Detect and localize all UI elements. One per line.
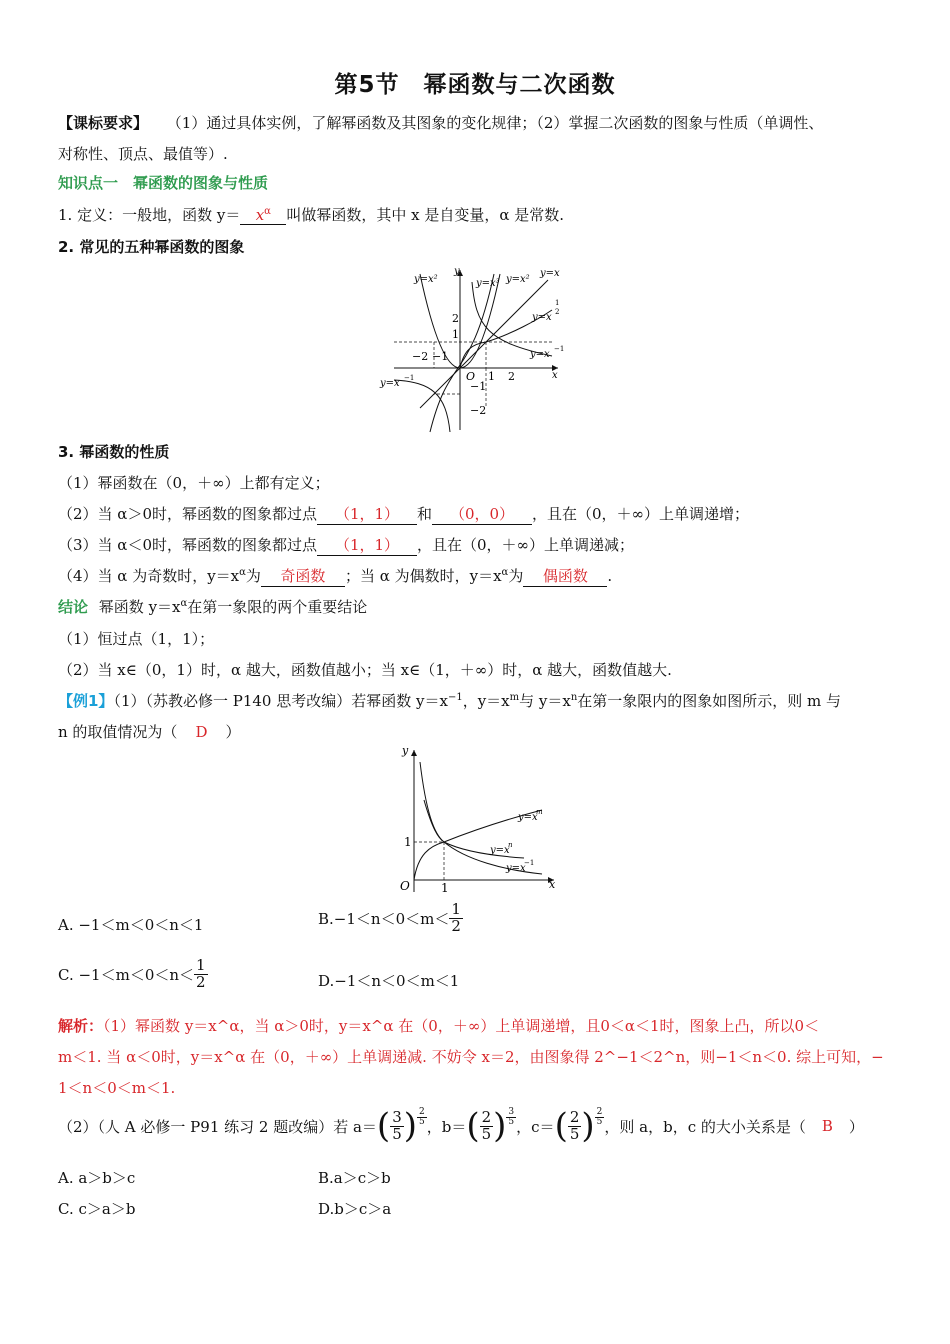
section-heading: 知识点一 幂函数的图象与性质 [58, 174, 269, 192]
property-3-answer: （1，1） [317, 534, 417, 556]
q1-option-c-frac [194, 958, 208, 991]
frac-den: 2 [451, 916, 461, 935]
property-4 [58, 565, 898, 587]
item3-heading: 3. 幂函数的性质 [58, 443, 170, 461]
requirements-line1 [58, 112, 898, 133]
conclusion-1: （1）恒过点（1，1）； [58, 630, 215, 648]
frac-num: 1 [196, 956, 206, 974]
q2-close: ） [848, 1117, 864, 1136]
property-4-answer-1: 奇函数 [261, 565, 345, 587]
q1-option-b [318, 902, 463, 935]
definition-answer-blank [240, 206, 286, 225]
q2-c-exp-num: 2 [596, 1107, 603, 1117]
q2-option-c: C. c＞a＞b [58, 1200, 136, 1218]
property-3 [58, 534, 898, 556]
q2-b-exp-num: 3 [508, 1107, 515, 1117]
example1-q1-answer: D [195, 723, 208, 741]
graph2-tick-y1: 1 [404, 835, 412, 849]
q2-option-b: B.a＞c＞b [318, 1169, 391, 1187]
q2-c-den: 5 [569, 1124, 580, 1143]
q2-exp-a [417, 1108, 427, 1128]
q1-option-d: D.−1＜n＜0＜m＜1 [318, 972, 460, 990]
property-2-answer-1: （1，1） [317, 503, 417, 525]
five-power-functions-graph [372, 262, 582, 434]
graph2-origin: O [400, 879, 410, 893]
paren-left: ( [466, 1106, 480, 1146]
q2-b-den: 5 [481, 1124, 492, 1143]
q2-c-exp-den: 5 [596, 1117, 603, 1128]
label-y-x2b: y=x² [506, 274, 530, 285]
tick-y-m1: −1 [470, 380, 487, 393]
property-4-d: 为 [508, 567, 524, 585]
label-y-inv-left: y=x [380, 378, 400, 389]
q2-a-den: 5 [392, 1124, 402, 1143]
q2-tail: ，则 a，b，c 的大小关系是（ [604, 1117, 806, 1136]
example1-q1-line2: n 的取值情况为（ [58, 723, 178, 741]
tick-x-m1: −1 [432, 350, 449, 363]
example1-sup-n: n [570, 692, 578, 703]
conclusion-label: 结论 [58, 598, 89, 616]
origin-label: O [466, 370, 476, 383]
label-y-x: y=x [540, 268, 560, 279]
q2-frac-a [390, 1107, 404, 1143]
paren-left: ( [554, 1106, 568, 1146]
label-y-xm: y=x [518, 812, 538, 823]
requirements-label: 【课标要求】 [58, 114, 149, 132]
q2-line [58, 1106, 864, 1146]
q1-option-c [58, 958, 208, 991]
example1-line2 [58, 721, 898, 742]
property-4-e: . [607, 567, 613, 585]
q2-b-num: 2 [481, 1107, 492, 1126]
label-sup-m: m [536, 808, 543, 816]
analysis-line1 [58, 1015, 898, 1036]
label-y-sqrt: y=x [532, 312, 552, 323]
example1-q1-a: （1）（苏教必修一 P140 思考改编）若幂函数 y＝x [113, 692, 448, 710]
property-4-a: （4）当 α 为奇数时，y＝x [58, 567, 240, 585]
analysis-line3: 1＜n＜0＜m＜1. [58, 1079, 176, 1097]
example1-q1-d: 在第一象限内的图象如图所示，则 m 与 [577, 692, 842, 710]
property-2-prefix: （2）当 α＞0时，幂函数的图象都过点 [58, 505, 317, 523]
conclusion-sup: α [180, 598, 188, 609]
axis-x-label: x [552, 370, 558, 381]
q2-option-d: D.b＞c＞a [318, 1200, 392, 1218]
label-sup-n: n [508, 841, 513, 849]
property-4-c: ；当 α 为偶数时，y＝x [344, 567, 502, 585]
q2-frac-b [480, 1107, 494, 1143]
example1-sup-m: m [509, 692, 520, 703]
paren-left: ( [376, 1106, 391, 1146]
tick-y-m2: −2 [470, 404, 487, 417]
q2-b-label: ，b＝ [426, 1117, 467, 1136]
q2-c-num: 2 [569, 1107, 580, 1126]
conclusion-text: 幂函数 y＝x [98, 598, 181, 616]
property-2-suffix: ，且在（0，＋∞）上单调递增； [532, 505, 750, 523]
item2-heading: 2. 常见的五种幂函数的图象 [58, 238, 245, 256]
q2-frac-c [568, 1107, 582, 1143]
label-inv-sup-right: −1 [554, 345, 565, 353]
q2-a-num: 3 [392, 1107, 402, 1126]
label-inv-sup-left: −1 [404, 374, 415, 382]
q2-exp-b [506, 1108, 516, 1128]
label-y-x3: y=x³ [476, 278, 500, 289]
analysis-line2: m＜1. 当 α＜0时，y＝x^α 在（0，＋∞）上单调递减. 不妨令 x＝2，由图象得 2^−1＜2^n，则−1＜n＜0. 综上可知，− [58, 1048, 884, 1066]
property-4-sup-1: α [239, 567, 246, 578]
label-half-den: 2 [555, 308, 560, 316]
definition-prefix: 1. 定义：一般地，函数 y＝ [58, 206, 241, 224]
graph2-axis-y: y [402, 744, 409, 757]
paren-right: ) [581, 1106, 595, 1146]
tick-y-2: 2 [452, 312, 459, 325]
label-y-xinv: y=x [506, 863, 526, 874]
property-2-answer-2: （0，0） [432, 503, 532, 525]
tick-x-1: 1 [488, 370, 495, 383]
tick-x-2: 2 [508, 370, 515, 383]
q1-option-b-text: B.−1＜n＜0＜m＜ [318, 909, 450, 928]
graph2-axis-x: x [549, 878, 556, 891]
property-1: （1）幂函数在（0，＋∞）上都有定义； [58, 474, 330, 492]
graph2-tick-x1: 1 [441, 881, 449, 894]
requirements-line2: 对称性、顶点、最值等）. [58, 145, 228, 163]
q2-prefix: （2）（人 A 必修一 P91 练习 2 题改编）若 a＝ [58, 1117, 377, 1136]
analysis-label: 解析： [58, 1017, 104, 1035]
label-sup-inv: −1 [524, 859, 535, 867]
q2-a-exp-den: 5 [419, 1117, 425, 1128]
property-4-sup-2: α [501, 567, 509, 578]
conclusion-tail: 在第一象限的两个重要结论 [187, 598, 368, 616]
property-2-mid: 和 [417, 505, 433, 523]
example1-label: 【例1】 [58, 692, 114, 710]
tick-y-1: 1 [452, 328, 459, 341]
requirements-text: （1）通过具体实例，了解幂函数及其图象的变化规律；（2）掌握二次函数的图象与性质（单调性、 [166, 114, 824, 132]
frac-num: 1 [451, 900, 461, 918]
example1-q1-b: ，y＝x [462, 692, 510, 710]
q2-b-exp-den: 5 [508, 1117, 515, 1128]
axis-y-label: y [454, 266, 460, 277]
label-y-inv-right: y=x [530, 349, 550, 360]
frac-den: 2 [196, 972, 206, 991]
property-4-b: 为 [245, 567, 261, 585]
property-3-prefix: （3）当 α＜0时，幂函数的图象都过点 [58, 536, 317, 554]
definition-line [58, 204, 898, 225]
example1-sup-m1: −1 [447, 692, 463, 703]
q2-option-a: A. a＞b＞c [58, 1169, 136, 1187]
label-y-x2: y=x² [414, 274, 438, 285]
tick-x-m2: −2 [412, 350, 429, 363]
property-4-answer-2: 偶函数 [523, 565, 607, 587]
property-2 [58, 503, 898, 525]
page-title: 第5节 幂函数与二次函数 [334, 72, 616, 98]
example1-q1-c: 与 y＝x [519, 692, 571, 710]
example1-q1-close: ） [225, 723, 241, 741]
analysis-text-1: （1）幂函数 y＝x^α，当 α＞0时，y＝x^α 在（0，＋∞）上单调递增，且0＜α＜1时，图象上凸，所以0＜ [103, 1017, 820, 1035]
q2-exp-c [595, 1108, 605, 1128]
definition-suffix: 叫做幂函数，其中 x 是自变量，α 是常数. [286, 206, 564, 224]
label-y-xn: y=x [490, 845, 510, 856]
definition-answer-sup: α [264, 206, 271, 217]
q1-option-c-text: C. −1＜m＜0＜n＜ [58, 965, 195, 984]
q2-c-label: ，c＝ [516, 1117, 555, 1136]
definition-answer: x [255, 206, 265, 224]
q2-a-exp-num: 2 [419, 1107, 425, 1117]
paren-right: ) [493, 1106, 507, 1146]
q2-answer: B [821, 1117, 833, 1135]
q1-option-a: A. −1＜m＜0＜n＜1 [58, 916, 204, 934]
q1-option-b-frac [449, 902, 463, 935]
example1-line1 [58, 690, 898, 711]
conclusion-line [58, 596, 898, 617]
paren-right: ) [403, 1106, 417, 1146]
conclusion-2: （2）当 x∈（0，1）时，α 越大，函数值越小；当 x∈（1，＋∞）时，α 越大，函数值越大. [58, 661, 672, 679]
label-half-num: 1 [555, 299, 560, 307]
example1-graph [394, 742, 564, 894]
property-3-suffix: ，且在（0，＋∞）上单调递减； [417, 536, 635, 554]
